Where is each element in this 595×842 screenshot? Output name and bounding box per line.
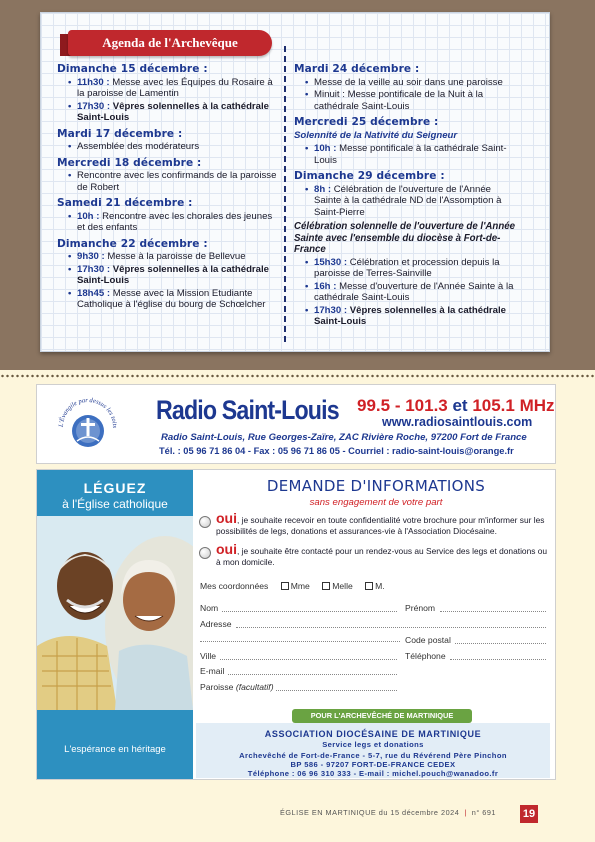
page-footer: ÉGLISE EN MARTINIQUE du 15 décembre 2024 | n° 691	[280, 808, 496, 817]
radio-logo-icon	[55, 393, 121, 453]
agenda-item: • 18h45 : Messe avec la Mission Etudiante Catholique à l'église du bourg de Schœlcher	[57, 288, 279, 311]
code-postal-label: Code postal	[405, 635, 451, 645]
ville-label: Ville	[200, 651, 217, 661]
agenda-item: • 11h30 : Messe avec les Équipes du Rosaire à la paroisse de Lamentin	[57, 77, 279, 100]
form-subtitle: sans engagement de votre part	[309, 497, 443, 508]
agenda-date: Dimanche 29 décembre :	[294, 170, 445, 182]
agenda-date: Mardi 17 décembre :	[57, 127, 183, 140]
agenda-date: Mercredi 18 décembre :	[57, 156, 202, 169]
association-service: Service legs et donations	[322, 740, 424, 749]
adresse-label: Adresse	[200, 619, 232, 629]
agenda-celebration-heading: Célébration solennelle de l'ouverture de l'Année Sainte avec l'ensemble du diocèse à Fort-de-France	[294, 221, 516, 255]
agenda-item: • 17h30 : Vêpres solennelles à la cathédrale Saint-Louis	[294, 305, 516, 328]
adresse-field-line2[interactable]	[200, 641, 400, 642]
agenda-date: Mercredi 25 décembre :	[294, 116, 439, 128]
telephone-label: Téléphone	[405, 651, 446, 661]
elderly-couple-photo	[37, 516, 193, 710]
radio-name: Radio Saint-Louis	[156, 395, 339, 425]
agenda-item: • Assemblée des modérateurs	[57, 141, 279, 153]
telephone-field[interactable]	[450, 659, 546, 660]
adresse-field[interactable]	[236, 627, 546, 628]
nom-label: Nom	[200, 603, 219, 613]
radio-logo-arc-text: L'Évangile par dessus les toits	[57, 396, 119, 429]
legs-title: LÉGUEZ	[83, 480, 147, 496]
agenda-item: • 9h30 : Messe à la paroisse de Bellevue	[57, 251, 279, 263]
code-postal-field[interactable]	[455, 643, 546, 644]
form-title: DEMANDE D'INFORMATIONS	[266, 477, 486, 495]
agenda-item: • Messe de la veille au soir dans une paroisse	[294, 77, 516, 89]
agenda-item: • 17h30 : Vêpres solennelles à la cathédrale Saint-Louis	[57, 264, 279, 287]
prenom-field[interactable]	[440, 611, 546, 612]
association-phone: Téléphone : 06 96 310 333 - E-mail : michel.pouch@wanadoo.fr	[247, 769, 499, 778]
legs-tagline: L'espérance en héritage	[64, 744, 166, 755]
agenda-date: Dimanche 22 décembre :	[57, 237, 208, 250]
agenda-item: • 10h : Rencontre avec les chorales des jeunes et des enfants	[57, 211, 279, 234]
ville-field[interactable]	[220, 659, 397, 660]
agenda-solemnity: Solennité de la Nativité du Seigneur	[294, 129, 458, 141]
agenda-item: • Rencontre avec les confirmands de la paroisse de Robert	[57, 170, 279, 193]
dotted-separator	[0, 373, 595, 379]
agenda-date: Samedi 21 décembre :	[57, 197, 193, 209]
checkbox-mme[interactable]	[281, 582, 289, 590]
radio-contact: Tél. : 05 96 71 86 04 - Fax : 05 96 71 86 05 - Courriel : radio-saint-louis@orange.fr	[159, 446, 514, 456]
option-rendezvous[interactable]: oui, je souhaite être contacté pour un rendez-vous au Service des legs et donations ou à mon domicile.	[199, 544, 551, 567]
option-brochure[interactable]: oui, je souhaite recevoir en toute confidentialité votre brochure pour m'informer sur les possibilités de legs, donations et assurances-vie à l'Association Diocésaine.	[199, 513, 551, 536]
paroisse-label: Paroisse (facultatif)	[200, 682, 274, 692]
checkbox-melle[interactable]	[322, 582, 330, 590]
nom-field[interactable]	[222, 611, 397, 612]
checkbox-m[interactable]	[365, 582, 373, 590]
civilite-row: Mes coordonnées Mme Melle M.	[200, 581, 385, 591]
radio-website-link[interactable]: www.radiosaintlouis.com	[382, 415, 533, 429]
agenda-date: Mardi 24 décembre :	[294, 63, 420, 75]
association-address: Archevêché de Fort-de-France - 5-7, rue du Révérend Père Pinchon	[239, 751, 507, 760]
agenda-right-column	[294, 64, 516, 329]
archeveche-banner: POUR L'ARCHEVÊCHÉ DE MARTINIQUE	[292, 709, 472, 723]
paroisse-field[interactable]	[276, 690, 397, 691]
option-brochure-radio[interactable]	[199, 516, 211, 528]
agenda-item: • Minuit : Messe pontificale de la Nuit à la cathédrale Saint-Louis	[294, 89, 516, 112]
agenda-item: • 15h30 : Célébration et procession depuis la paroisse de Terres-Sainville	[294, 257, 516, 280]
agenda-item: • 10h : Messe pontificale à la cathédrale Saint-Louis	[294, 143, 516, 166]
agenda-date: Dimanche 15 décembre :	[57, 63, 208, 75]
legs-subtitle: à l'Église catholique	[62, 497, 168, 511]
option-rendezvous-radio[interactable]	[199, 547, 211, 559]
agenda-column-divider	[284, 46, 286, 342]
prenom-label: Prénom	[405, 603, 436, 613]
email-field[interactable]	[228, 674, 397, 675]
radio-frequencies: 99.5 - 101.3 et 105.1 MHz	[357, 396, 555, 415]
association-bp: BP 586 - 97207 FORT-DE-FRANCE CEDEX	[290, 760, 456, 769]
association-title: ASSOCIATION DIOCÉSAINE DE MARTINIQUE	[264, 729, 482, 739]
elderly-couple-illustration	[37, 516, 193, 710]
agenda-item: • 8h : Célébration de l'ouverture de l'Année Sainte à la cathédrale ND de l'Assomption à Saint-Pierre	[294, 184, 516, 219]
email-label: E-mail	[200, 666, 225, 676]
radio-address: Radio Saint-Louis, Rue Georges-Zaïre, ZAC Rivière Roche, 97200 Fort de France	[161, 432, 527, 443]
agenda-item: • 17h30 : Vêpres solennelles à la cathédrale Saint-Louis	[57, 101, 279, 124]
agenda-left-column	[57, 64, 279, 312]
agenda-title: Agenda de l'Archevêque	[68, 30, 272, 56]
page-number: 19	[520, 805, 538, 823]
agenda-item: • 16h : Messe d'ouverture de l'Année Sainte à la cathédrale Saint-Louis	[294, 281, 516, 304]
